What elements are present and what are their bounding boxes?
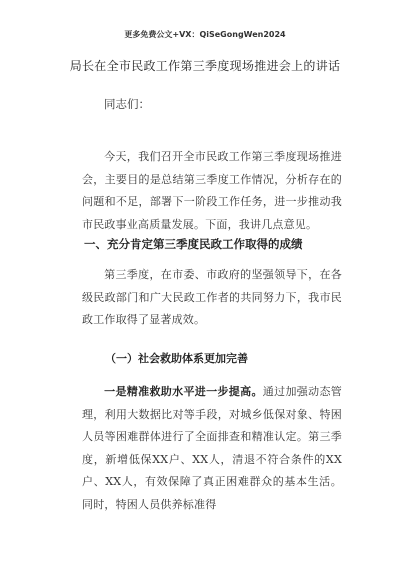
document-title: 局长在全市民政工作第三季度现场推进会上的讲话 (69, 59, 341, 73)
lead-body: 通过加强动态管理，利用大数据比对等手段，对城乡低保对象、特困人员等困难群体进行了全面排查和精准认定。第三季度，新增低保XX户、XX人，清退不符合条件的XX户、XX人，有效保障了真正困难群众的基本生活。同时，特困人员供养标准得 (82, 385, 342, 511)
achievement-paragraph (82, 264, 342, 332)
lead-title: 一是精准救助水平进一步提高。 (104, 385, 263, 398)
intro-paragraph (82, 146, 342, 236)
section-heading: 一、充分肯定第三季度民政工作取得的成绩 (84, 237, 303, 251)
intro-text: 今天，我们召开全市民政工作第三季度现场推进会，主要目的是总结第三季度工作情况，分析存在的问题和不足，部署下一阶段工作任务，进一步推动我市民政事业高质量发展。下面，我讲几点意见。 (82, 150, 342, 231)
salutation: 同志们： (104, 97, 150, 111)
achievement-text: 第三季度，在市委、市政府的坚强领导下，在各级民政部门和广大民政工作者的共同努力下，我市民政工作取得了显著成效。 (82, 268, 342, 326)
detail-paragraph (82, 381, 342, 516)
sub-heading: （一）社会救助体系更加完善 (105, 352, 248, 365)
header-watermark: 更多免费公文+VX：QiSeGongWen2024 (124, 30, 286, 39)
